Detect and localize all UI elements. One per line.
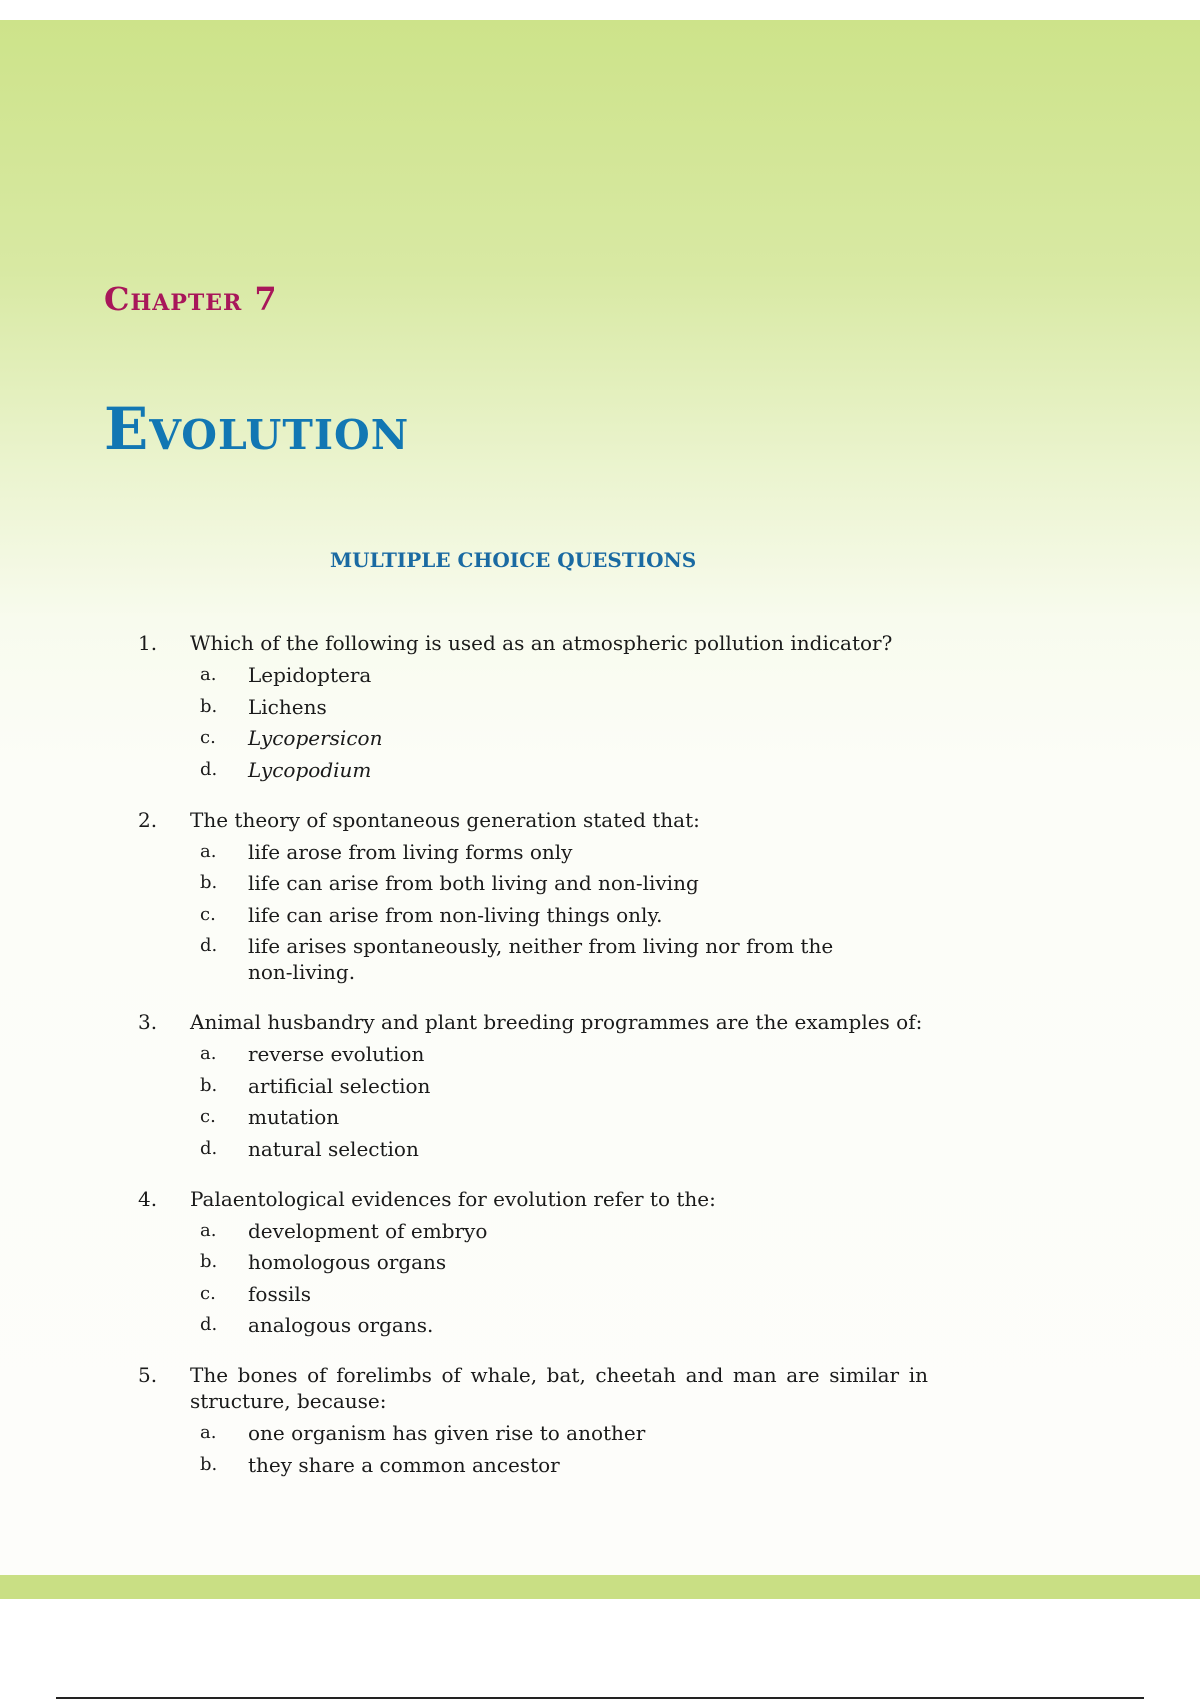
question-text: Which of the following is used as an atmospheric pollution indicator?: [190, 631, 893, 655]
question-list: [138, 630, 928, 1502]
option-letter: a.: [200, 1219, 217, 1241]
option-c: [200, 902, 928, 928]
option-letter: d.: [200, 935, 218, 956]
option-list: [138, 1420, 928, 1478]
question-number: 5.: [138, 1363, 158, 1387]
question-number: 3.: [138, 1010, 158, 1034]
option-letter: b.: [200, 1074, 218, 1096]
option-letter: d.: [200, 1314, 218, 1335]
option-text: Lycopodium: [248, 757, 372, 782]
chapter-label: Chapter 7: [104, 280, 278, 318]
option-c: [200, 1104, 928, 1130]
option-text: development of embryo: [248, 1218, 488, 1243]
footer-band: [0, 1575, 1200, 1599]
question-2: [138, 807, 928, 986]
option-letter: a.: [200, 1422, 217, 1443]
option-text: mutation: [248, 1105, 340, 1129]
option-list: [138, 662, 928, 783]
option-b: [200, 1073, 928, 1099]
option-letter: b.: [200, 1453, 218, 1475]
question-3: [138, 1009, 928, 1162]
option-letter: b.: [200, 872, 218, 893]
question-4: [138, 1186, 928, 1339]
option-c: [200, 1281, 928, 1307]
question-text: Animal husbandry and plant breeding programmes are the examples of:: [190, 1010, 923, 1034]
option-d: [200, 1136, 928, 1162]
option-a: [200, 662, 928, 688]
option-c: [200, 725, 928, 751]
option-letter: b.: [200, 1251, 218, 1272]
question-5: [138, 1362, 928, 1478]
option-letter: c.: [200, 1282, 216, 1304]
option-letter: c.: [200, 903, 216, 925]
option-text: life arose from living forms only: [248, 839, 573, 864]
option-text: analogous organs.: [248, 1313, 434, 1337]
option-letter: b.: [200, 695, 218, 717]
option-letter: a.: [200, 664, 217, 685]
option-letter: c.: [200, 1106, 216, 1127]
option-text: one organism has given rise to another: [248, 1421, 646, 1445]
option-text: life arises spontaneously, neither from living nor from the non-living.: [248, 934, 834, 984]
option-text: homologous organs: [248, 1250, 447, 1274]
question-text: The theory of spontaneous generation stated that:: [190, 807, 700, 832]
option-text: Lichens: [248, 694, 327, 719]
footer-rule: [56, 1697, 1144, 1699]
section-heading: MULTIPLE CHOICE QUESTIONS: [330, 548, 697, 572]
option-list: [138, 839, 928, 986]
option-text: reverse evolution: [248, 1042, 425, 1066]
chapter-title: Evolution: [104, 395, 410, 463]
option-letter: d.: [200, 758, 218, 780]
option-text: they share a common ancestor: [248, 1452, 560, 1477]
option-text: artificial selection: [248, 1073, 431, 1098]
question-1: [138, 630, 928, 783]
option-d: [200, 933, 928, 985]
option-letter: c.: [200, 727, 216, 748]
option-d: [200, 757, 928, 783]
option-text: life can arise from non-living things only.: [248, 902, 663, 927]
option-list: [138, 1041, 928, 1162]
option-text: fossils: [248, 1281, 312, 1306]
option-b: [200, 694, 928, 720]
option-a: [200, 1420, 928, 1446]
option-b: [200, 870, 928, 896]
option-letter: a.: [200, 1043, 217, 1064]
question-number: 2.: [138, 807, 158, 832]
option-b: [200, 1249, 928, 1275]
option-text: life can arise from both living and non-living: [248, 871, 699, 895]
question-text: Palaentological evidences for evolution refer to the:: [190, 1186, 716, 1211]
option-a: [200, 1041, 928, 1067]
option-letter: a.: [200, 840, 217, 862]
question-number: 4.: [138, 1186, 158, 1211]
option-text: Lycopersicon: [248, 726, 383, 750]
option-text: Lepidoptera: [248, 663, 372, 687]
option-b: [200, 1452, 928, 1478]
option-letter: d.: [200, 1137, 218, 1159]
option-d: [200, 1312, 928, 1338]
option-a: [200, 839, 928, 865]
question-number: 1.: [138, 631, 158, 655]
question-text: The bones of forelimbs of whale, bat, cheetah and man are similar in structure, because:: [190, 1363, 928, 1413]
option-text: natural selection: [248, 1136, 419, 1161]
option-a: [200, 1218, 928, 1244]
option-list: [138, 1218, 928, 1339]
